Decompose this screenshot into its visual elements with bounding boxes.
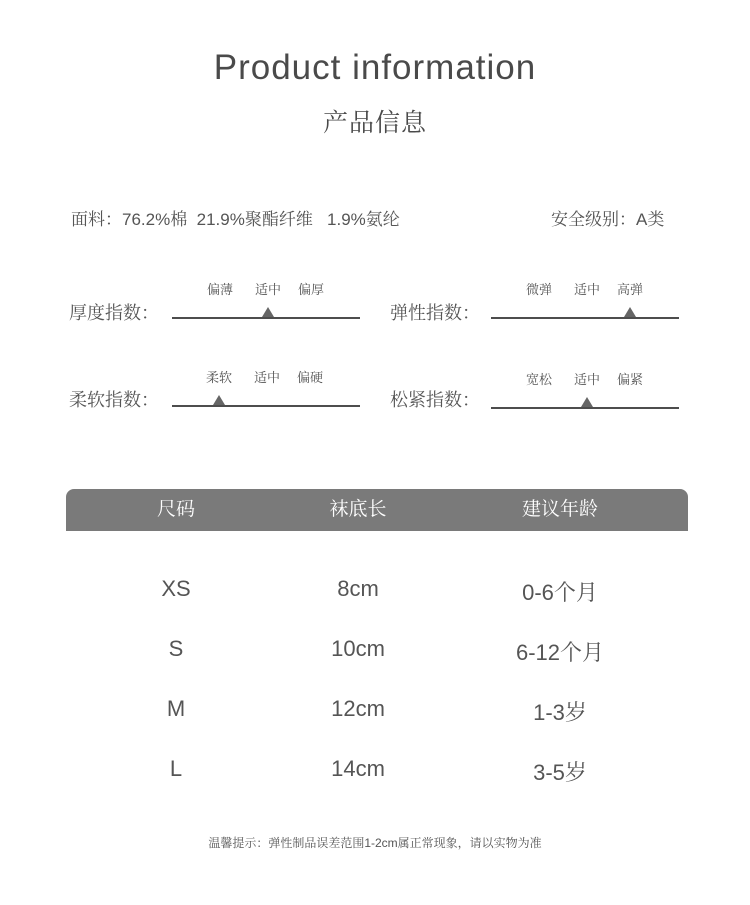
scale-option: 偏硬 [296, 370, 324, 385]
scale-option: 柔软 [205, 370, 233, 385]
scale-option: 适中 [573, 282, 601, 297]
cell-size: M [166, 696, 186, 721]
cell-length: 8cm [337, 576, 379, 601]
scale-marker [213, 395, 225, 405]
scale-marker [624, 307, 636, 317]
scale-option: 偏薄 [206, 282, 234, 297]
elasticity-scale [491, 279, 679, 319]
scale-marker [581, 397, 593, 407]
tightness-label: 松紧指数： [390, 390, 480, 410]
tip-note: 温馨提示：弹性制品误差范围1-2cm属正常现象，请以实物为准 [208, 836, 542, 850]
title-chinese: 产品信息 [322, 109, 427, 137]
title-english: Product information [213, 48, 537, 87]
scale-option: 偏厚 [297, 282, 325, 297]
scale-marker [262, 307, 274, 317]
elasticity-label: 弹性指数： [390, 303, 480, 323]
fabric-composition: 面料：76.2%棉 21.9%聚酯纤维 1.9%氨纶 [71, 210, 400, 229]
cell-size: XS [161, 576, 191, 601]
safety-level: 安全级别：A类 [551, 210, 665, 229]
cell-age: 0-6个月 [522, 580, 598, 605]
cell-length: 10cm [331, 636, 385, 661]
thickness-label: 厚度指数： [69, 303, 159, 323]
scale-line [491, 407, 679, 409]
tightness-scale [491, 369, 679, 409]
scale-line [172, 405, 360, 407]
scale-line [491, 317, 679, 319]
header-sole-length: 袜底长 [329, 499, 387, 520]
cell-age: 6-12个月 [515, 640, 605, 665]
cell-size: S [168, 636, 184, 661]
cell-length: 12cm [331, 696, 385, 721]
header-age: 建议年龄 [521, 499, 599, 520]
softness-label: 柔软指数： [69, 390, 159, 410]
scale-option: 适中 [253, 370, 281, 385]
scale-option: 宽松 [525, 372, 553, 387]
header-size: 尺码 [156, 499, 196, 520]
size-table-header [66, 489, 688, 531]
cell-age: 1-3岁 [533, 700, 587, 725]
softness-scale [172, 367, 360, 407]
cell-size: L [169, 756, 183, 781]
scale-option: 高弹 [616, 282, 644, 297]
scale-option: 适中 [254, 282, 282, 297]
cell-length: 14cm [331, 756, 385, 781]
cell-age: 3-5岁 [533, 760, 587, 785]
thickness-scale [172, 279, 360, 319]
scale-option: 偏紧 [616, 372, 644, 387]
scale-option: 适中 [573, 372, 601, 387]
scale-option: 微弹 [525, 282, 553, 297]
scale-line [172, 317, 360, 319]
